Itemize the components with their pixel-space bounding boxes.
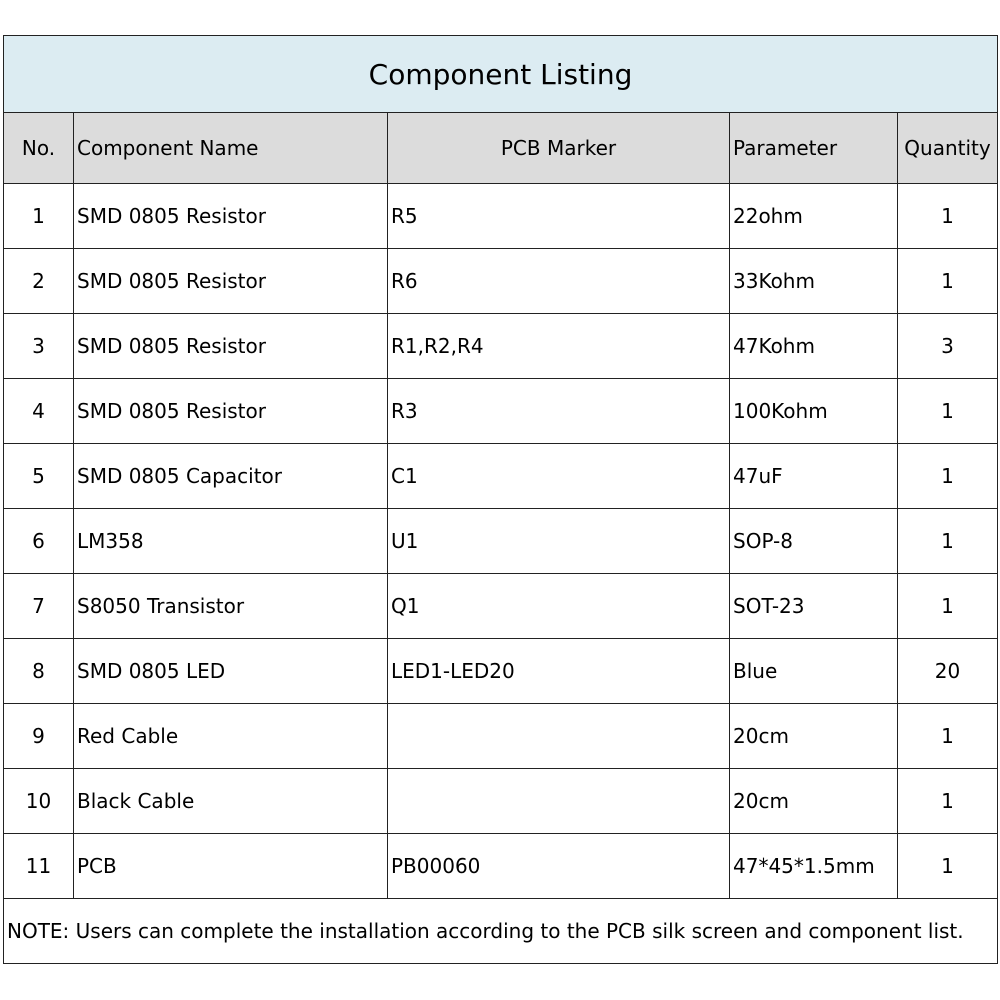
cell-quantity: 1 [898,574,998,639]
cell-no: 10 [4,769,74,834]
cell-parameter: 47*45*1.5mm [730,834,898,899]
table-row [4,769,998,834]
cell-pcb-marker: R3 [388,379,730,444]
title-row [4,36,998,113]
table-row [4,574,998,639]
cell-parameter: 33Kohm [730,249,898,314]
cell-component-name: PCB [74,834,388,899]
table-row [4,444,998,509]
table-row [4,834,998,899]
table-row [4,379,998,444]
cell-no: 8 [4,639,74,704]
cell-parameter: 20cm [730,704,898,769]
cell-quantity: 3 [898,314,998,379]
cell-quantity: 1 [898,249,998,314]
cell-no: 6 [4,509,74,574]
cell-no: 7 [4,574,74,639]
header-parameter: Parameter [730,113,898,184]
cell-no: 1 [4,184,74,249]
header-quantity: Quantity [898,113,998,184]
cell-no: 9 [4,704,74,769]
cell-pcb-marker: Q1 [388,574,730,639]
table-row [4,184,998,249]
cell-component-name: SMD 0805 Resistor [74,184,388,249]
header-component-name: Component Name [74,113,388,184]
cell-component-name: Red Cable [74,704,388,769]
cell-component-name: SMD 0805 Capacitor [74,444,388,509]
cell-parameter: 47Kohm [730,314,898,379]
cell-component-name: Black Cable [74,769,388,834]
cell-quantity: 1 [898,704,998,769]
cell-quantity: 1 [898,184,998,249]
table-row [4,314,998,379]
cell-quantity: 20 [898,639,998,704]
cell-pcb-marker [388,769,730,834]
cell-parameter: Blue [730,639,898,704]
cell-parameter: 20cm [730,769,898,834]
cell-component-name: SMD 0805 Resistor [74,379,388,444]
cell-pcb-marker: U1 [388,509,730,574]
cell-quantity: 1 [898,444,998,509]
cell-pcb-marker: R1,R2,R4 [388,314,730,379]
cell-no: 11 [4,834,74,899]
cell-no: 4 [4,379,74,444]
installation-note: NOTE: Users can complete the installation according to the PCB silk screen and component list. [4,899,998,964]
table-row [4,639,998,704]
cell-parameter: 22ohm [730,184,898,249]
cell-pcb-marker: C1 [388,444,730,509]
header-row [4,113,998,184]
cell-quantity: 1 [898,834,998,899]
table-row [4,509,998,574]
cell-no: 5 [4,444,74,509]
cell-pcb-marker: R5 [388,184,730,249]
cell-quantity: 1 [898,509,998,574]
table-row [4,704,998,769]
cell-parameter: 47uF [730,444,898,509]
cell-no: 3 [4,314,74,379]
table-title: Component Listing [4,36,998,113]
component-listing-table [3,35,998,964]
cell-quantity: 1 [898,769,998,834]
cell-component-name: SMD 0805 Resistor [74,249,388,314]
cell-quantity: 1 [898,379,998,444]
cell-parameter: 100Kohm [730,379,898,444]
cell-component-name: LM358 [74,509,388,574]
cell-pcb-marker: LED1-LED20 [388,639,730,704]
cell-component-name: SMD 0805 LED [74,639,388,704]
table-row [4,249,998,314]
cell-parameter: SOP-8 [730,509,898,574]
cell-no: 2 [4,249,74,314]
note-row [4,899,998,964]
cell-parameter: SOT-23 [730,574,898,639]
cell-component-name: SMD 0805 Resistor [74,314,388,379]
header-pcb-marker: PCB Marker [388,113,730,184]
cell-component-name: S8050 Transistor [74,574,388,639]
cell-pcb-marker: PB00060 [388,834,730,899]
cell-pcb-marker [388,704,730,769]
cell-pcb-marker: R6 [388,249,730,314]
header-no: No. [4,113,74,184]
